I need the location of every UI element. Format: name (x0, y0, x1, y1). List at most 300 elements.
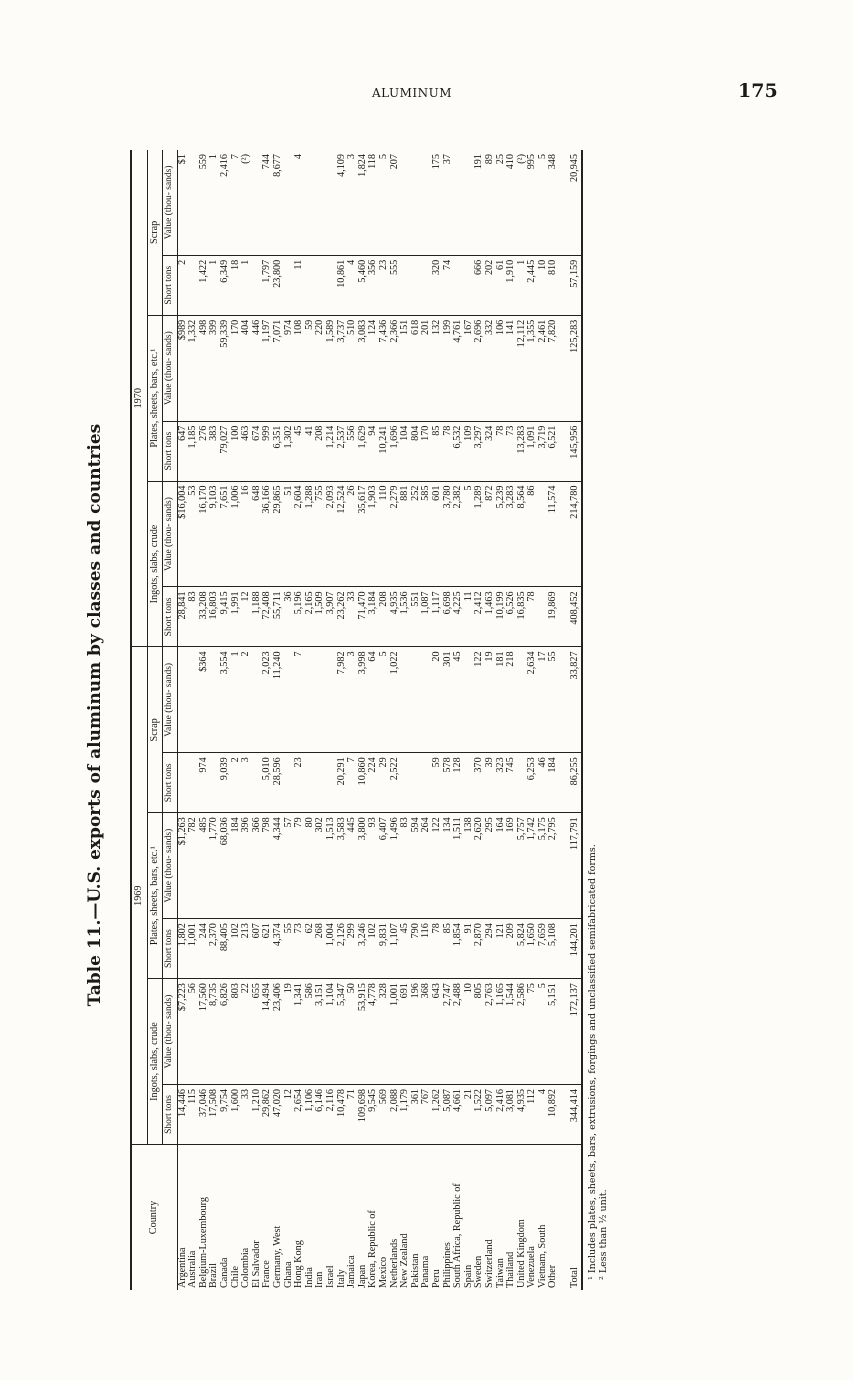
value-cell: 2,382 (453, 481, 464, 587)
value-cell: 12,524 (337, 481, 348, 587)
value-cell: 37,046 (199, 1084, 210, 1144)
country-cell: Spain (464, 1144, 475, 1290)
value-cell: 4,109 (335, 154, 347, 177)
value-cell: 3,737 (337, 315, 348, 421)
value-cell: 3,246 (358, 919, 369, 979)
value-cell: 485 (199, 813, 210, 919)
value-cell: 74 (443, 255, 454, 315)
value-cell: 1,106 (305, 1084, 316, 1144)
table-row (326, 150, 337, 1290)
value-cell: 19,869 (548, 587, 559, 647)
group-header-scrap: Scrap (147, 150, 163, 315)
value-cell: 1 (231, 647, 242, 753)
value-cell (453, 150, 464, 255)
value-cell: 102 (368, 919, 379, 979)
value-cell: 295 (485, 813, 496, 919)
value-cell: 55,711 (273, 587, 284, 647)
value-cell: 556 (347, 421, 358, 481)
value-cell: 4,225 (453, 587, 464, 647)
value-cell: 1,262 (432, 1084, 443, 1144)
value-cell: 1,854 (453, 919, 464, 979)
value-cell: 79,027 (220, 421, 231, 481)
country-cell: Brazil (209, 1144, 220, 1290)
value-cell: 214,780 (564, 481, 582, 587)
subheader-value: Value (thou- sands) (163, 315, 178, 421)
exports-table (130, 150, 583, 1290)
section-title: ALUMINUM (372, 86, 453, 100)
value-cell: 881 (400, 481, 411, 587)
value-cell: 1,496 (390, 813, 401, 919)
value-cell: 138 (464, 813, 475, 919)
value-cell: 16 (241, 481, 252, 587)
value-cell: 68,036 (220, 813, 231, 919)
value-cell: 170 (231, 315, 242, 421)
subheader-short-tons: Short tons (163, 753, 178, 813)
value-cell: 674 (252, 421, 263, 481)
value-cell: 647 (177, 421, 188, 481)
value-cell: 1,214 (326, 421, 337, 481)
value-cell: 196 (411, 979, 422, 1085)
value-cell: 3,800 (358, 813, 369, 919)
value-cell: 73 (506, 421, 517, 481)
value-cell: 108 (294, 315, 305, 421)
value-cell: 16,170 (199, 481, 210, 587)
value-cell: 13,283 (517, 421, 528, 481)
page-number: 175 (738, 80, 778, 102)
value-cell: 2,763 (485, 979, 496, 1085)
value-cell: 122 (432, 813, 443, 919)
value-cell: 2,126 (337, 919, 348, 979)
value-cell: 5,097 (485, 1084, 496, 1144)
value-cell: 7,071 (273, 315, 284, 421)
value-cell: 4 (538, 1084, 549, 1144)
value-cell: 71,470 (358, 587, 369, 647)
country-cell: Belgium-Luxembourg (199, 1144, 210, 1290)
value-cell: 4,761 (453, 315, 464, 421)
value-cell: 59,339 (220, 315, 231, 421)
footnote-1: ¹ Includes plates, sheets, bars, extrusions, forgings and unclassified semifabricated forms. (586, 844, 598, 1280)
value-cell: 62 (305, 919, 316, 979)
country-cell: New Zealand (400, 1144, 411, 1290)
country-cell: Total (564, 1144, 582, 1290)
value-cell (305, 150, 316, 255)
table-row (432, 150, 443, 1290)
footnote-2: ² Less than ½ unit. (597, 1189, 609, 1280)
value-cell: 201 (421, 315, 432, 421)
value-cell: 6,526 (506, 587, 517, 647)
value-cell: 1,006 (231, 481, 242, 587)
footnotes (587, 140, 609, 1290)
value-cell: 164 (496, 813, 507, 919)
country-cell: Colombia (241, 1144, 252, 1290)
country-cell: Chile (231, 1144, 242, 1290)
value-cell: $1,263 (177, 813, 188, 919)
value-cell: 410 (505, 154, 517, 170)
country-cell: El Salvador (252, 1144, 263, 1290)
value-cell: 1,165 (496, 979, 507, 1085)
value-cell: 5,757 (517, 813, 528, 919)
value-cell: 1,696 (390, 421, 401, 481)
value-cell: 36 (284, 587, 295, 647)
value-cell (400, 647, 411, 753)
value-cell: 1 (208, 154, 220, 160)
value-cell: 2,165 (305, 587, 316, 647)
value-cell: 244 (199, 919, 210, 979)
value-cell: 1,210 (252, 1084, 263, 1144)
country-cell: Ghana (284, 1144, 295, 1290)
value-cell: 6,351 (273, 421, 284, 481)
value-cell: 33 (347, 587, 358, 647)
value-cell: 6,826 (220, 979, 231, 1085)
value-cell: 5,196 (294, 587, 305, 647)
value-cell: 1,802 (177, 919, 188, 979)
value-cell: 691 (400, 979, 411, 1085)
value-cell (453, 255, 464, 315)
value-cell: 1,185 (188, 421, 199, 481)
value-cell: 23,406 (273, 979, 284, 1085)
value-cell: 498 (199, 315, 210, 421)
value-cell: 2,870 (474, 919, 485, 979)
value-cell: 7 (229, 154, 241, 160)
value-cell: 5 (538, 979, 549, 1085)
value-cell: 618 (411, 315, 422, 421)
country-cell: Iran (315, 1144, 326, 1290)
country-cell: Sweden (474, 1144, 485, 1290)
value-cell: 798 (262, 813, 273, 919)
value-cell: 2 (177, 255, 188, 315)
value-cell: 5 (464, 481, 475, 587)
value-cell: $7,223 (177, 979, 188, 1085)
value-cell: 45 (453, 647, 464, 753)
value-cell: 510 (347, 315, 358, 421)
value-cell: 1,091 (527, 421, 538, 481)
year-header-1970: 1970 (131, 150, 147, 647)
value-cell: 872 (485, 481, 496, 587)
value-cell: 1,522 (474, 1084, 485, 1144)
value-cell: 83 (188, 587, 199, 647)
value-cell: 3,283 (506, 481, 517, 587)
value-cell: 9,039 (220, 753, 231, 813)
value-cell: 332 (485, 315, 496, 421)
value-cell: 112 (527, 1084, 538, 1144)
value-cell: 21 (464, 1084, 475, 1144)
value-cell: 78 (496, 421, 507, 481)
value-cell: 1,824 (356, 154, 368, 177)
value-cell: 7,982 (337, 647, 348, 753)
value-cell: 555 (390, 255, 401, 315)
subheader-short-tons: Short tons (163, 421, 178, 481)
value-cell: 3,083 (358, 315, 369, 421)
value-cell: 1,004 (326, 919, 337, 979)
value-cell: 1,197 (262, 315, 273, 421)
value-cell: 56 (188, 979, 199, 1085)
value-cell: 169 (506, 813, 517, 919)
value-cell: 83 (400, 813, 411, 919)
subheader-value: Value (thou- sands) (163, 979, 178, 1085)
value-cell: $16,004 (177, 481, 188, 587)
value-cell: 1,117 (432, 587, 443, 647)
value-cell: 302 (315, 813, 326, 919)
value-cell: 6,521 (548, 421, 559, 481)
subheader-value: Value (thou- sands) (163, 647, 178, 753)
value-cell: 85 (443, 919, 454, 979)
total-row (564, 150, 582, 1290)
value-cell: 1,289 (474, 481, 485, 587)
table-row (485, 150, 496, 1290)
value-cell: 59 (432, 753, 443, 813)
value-cell: 2,279 (390, 481, 401, 587)
value-cell: 2,634 (527, 647, 538, 753)
value-cell: 3,780 (443, 481, 454, 587)
subheader-short-tons: Short tons (163, 1084, 178, 1144)
country-cell: Vietnam, South (538, 1144, 549, 1290)
subheader-short-tons: Short tons (163, 587, 178, 647)
value-cell: 41 (305, 421, 316, 481)
value-cell: 324 (485, 421, 496, 481)
value-cell: 4,344 (273, 813, 284, 919)
value-cell: 20 (432, 647, 443, 753)
value-cell: 121 (496, 919, 507, 979)
value-cell: 208 (379, 587, 390, 647)
value-cell: 57 (284, 813, 295, 919)
value-cell (177, 647, 188, 753)
value-cell: 2 (241, 647, 252, 753)
value-cell: 20,291 (337, 753, 348, 813)
value-cell: 445 (347, 813, 358, 919)
value-cell: 1,022 (390, 647, 401, 753)
value-cell: 3,719 (538, 421, 549, 481)
value-cell: 1,903 (368, 481, 379, 587)
value-cell: 366 (252, 813, 263, 919)
value-cell: 299 (347, 919, 358, 979)
value-cell: 170 (421, 421, 432, 481)
value-cell: 25 (494, 154, 506, 165)
subheader-short-tons: Short tons (163, 255, 178, 315)
value-cell: 655 (252, 979, 263, 1085)
value-cell (305, 647, 316, 753)
value-cell: 122 (474, 647, 485, 753)
value-cell: 125,283 (564, 315, 582, 421)
value-cell: 755 (315, 481, 326, 587)
value-cell: 1,770 (209, 813, 220, 919)
value-cell: 1,001 (188, 919, 199, 979)
value-cell: 666 (474, 255, 485, 315)
value-cell: 344,414 (564, 1084, 582, 1144)
value-cell: 94 (368, 421, 379, 481)
value-cell: (²) (240, 154, 252, 164)
value-cell: 6,349 (220, 255, 231, 315)
value-cell (326, 753, 337, 813)
value-cell: 23 (294, 753, 305, 813)
country-cell: Netherlands (390, 1144, 401, 1290)
value-cell: 399 (209, 315, 220, 421)
value-cell (284, 647, 295, 753)
value-cell: 5,460 (358, 255, 369, 315)
value-cell: 5,239 (496, 481, 507, 587)
value-cell: 744 (261, 154, 273, 170)
value-cell: 124 (368, 315, 379, 421)
value-cell: 29,865 (273, 481, 284, 587)
value-cell: 23 (379, 255, 390, 315)
value-cell: 208 (315, 421, 326, 481)
value-cell: 26 (347, 481, 358, 587)
value-cell (315, 255, 326, 315)
value-cell: 220 (315, 315, 326, 421)
value-cell: 2,620 (474, 813, 485, 919)
value-cell: 17,508 (209, 1084, 220, 1144)
country-cell: Mexico (379, 1144, 390, 1290)
value-cell: 1,104 (326, 979, 337, 1085)
value-cell: 109 (464, 421, 475, 481)
value-cell: 2,088 (390, 1084, 401, 1144)
value-cell: 2,023 (262, 647, 273, 753)
value-cell: 8,677 (272, 154, 284, 177)
value-cell: 78 (527, 587, 538, 647)
country-cell: Thailand (506, 1144, 517, 1290)
value-cell: 2,795 (548, 813, 559, 919)
value-cell: 10,860 (358, 753, 369, 813)
value-cell: 47,020 (273, 1084, 284, 1144)
value-cell: 93 (368, 813, 379, 919)
value-cell: 72,408 (262, 587, 273, 647)
value-cell (400, 255, 411, 315)
country-cell: Other (548, 1144, 559, 1290)
value-cell: 2,093 (326, 481, 337, 587)
subheader-value: Value (thou- sands) (163, 813, 178, 919)
value-cell (315, 150, 326, 255)
value-cell: 1,332 (188, 315, 199, 421)
value-cell: 1,650 (527, 919, 538, 979)
rotated-table-page (80, 140, 720, 1290)
value-cell: 804 (411, 421, 422, 481)
value-cell: 23,800 (273, 255, 284, 315)
value-cell: 61 (496, 255, 507, 315)
country-cell: Germany, West (273, 1144, 284, 1290)
value-cell: 167 (464, 315, 475, 421)
value-cell: 974 (199, 753, 210, 813)
value-cell: 1,544 (506, 979, 517, 1085)
value-cell: 118 (367, 154, 379, 169)
value-cell: 10,861 (337, 255, 348, 315)
value-cell: 7,436 (379, 315, 390, 421)
table-row (379, 150, 390, 1290)
value-cell: 551 (411, 587, 422, 647)
value-cell: 132 (432, 315, 443, 421)
value-cell: 202 (485, 255, 496, 315)
value-cell: 6,532 (453, 421, 464, 481)
value-cell: 2,445 (527, 255, 538, 315)
value-cell: 294 (485, 919, 496, 979)
value-cell: 5 (379, 647, 390, 753)
value-cell: 1,341 (294, 979, 305, 1085)
country-cell: Korea, Republic of (368, 1144, 379, 1290)
value-cell: 264 (421, 813, 432, 919)
value-cell: 224 (368, 753, 379, 813)
value-cell: 5 (377, 154, 389, 160)
value-cell: 5,108 (548, 919, 559, 979)
value-cell: 1,797 (262, 255, 273, 315)
value-cell: 999 (262, 421, 273, 481)
country-cell: United Kingdom (517, 1144, 528, 1290)
value-cell: 33 (241, 1084, 252, 1144)
value-cell: 29 (379, 753, 390, 813)
value-cell: 11,240 (273, 647, 284, 753)
value-cell: 361 (411, 1084, 422, 1144)
country-cell: South Africa, Republic of (453, 1144, 464, 1290)
value-cell: 585 (421, 481, 432, 587)
value-cell: 144,201 (564, 919, 582, 979)
group-header-plates: Plates, sheets, bars, etc.¹ (147, 813, 163, 979)
value-cell: 803 (231, 979, 242, 1085)
value-cell: 1,910 (506, 255, 517, 315)
value-cell: 810 (548, 255, 559, 315)
value-cell: 199 (443, 315, 454, 421)
value-cell: 71 (347, 1084, 358, 1144)
value-cell: 607 (252, 919, 263, 979)
value-cell: 89 (483, 154, 495, 165)
value-cell: 3,907 (326, 587, 337, 647)
value-cell: 2,416 (219, 154, 231, 177)
value-cell: 88,405 (220, 919, 231, 979)
value-cell: 10 (538, 255, 549, 315)
value-cell (421, 647, 432, 753)
value-cell: 59 (305, 315, 316, 421)
country-cell: Japan (358, 1144, 369, 1290)
value-cell: 2,116 (326, 1084, 337, 1144)
value-cell: 9,545 (368, 1084, 379, 1144)
value-cell: 23,262 (337, 587, 348, 647)
value-cell: 1,629 (358, 421, 369, 481)
value-cell: 9,103 (209, 481, 220, 587)
value-cell: 1,001 (390, 979, 401, 1085)
value-cell: 12 (284, 1084, 295, 1144)
value-cell: 578 (443, 753, 454, 813)
value-cell: $364 (199, 647, 210, 753)
value-cell: 75 (527, 979, 538, 1085)
value-cell (326, 255, 337, 315)
country-cell: Hong Kong (294, 1144, 305, 1290)
value-cell (411, 647, 422, 753)
value-cell: 7 (294, 647, 305, 753)
value-cell: 117,791 (564, 813, 582, 919)
value-cell: 2,537 (337, 421, 348, 481)
value-cell: 2,522 (390, 753, 401, 813)
value-cell: 5,347 (337, 979, 348, 1085)
country-cell: India (305, 1144, 316, 1290)
value-cell: 643 (432, 979, 443, 1085)
country-cell: Canada (220, 1144, 231, 1290)
value-cell: 782 (188, 813, 199, 919)
value-cell: 181 (496, 647, 507, 753)
value-cell: 46 (538, 753, 549, 813)
value-cell: 323 (496, 753, 507, 813)
value-cell: 268 (315, 919, 326, 979)
value-cell (326, 150, 337, 255)
country-cell: Philippines (443, 1144, 454, 1290)
subheader-value: Value (thou- sands) (163, 481, 178, 587)
value-cell: 559 (197, 154, 209, 170)
value-cell: 8,735 (209, 979, 220, 1085)
value-cell: 767 (421, 1084, 432, 1144)
value-cell: 19 (485, 647, 496, 753)
country-cell: Australia (188, 1144, 199, 1290)
value-cell: 191 (473, 154, 485, 170)
value-cell: 404 (241, 315, 252, 421)
value-cell: 3,583 (337, 813, 348, 919)
value-cell (305, 753, 316, 813)
value-cell: 55 (284, 919, 295, 979)
value-cell: 33,208 (199, 587, 210, 647)
